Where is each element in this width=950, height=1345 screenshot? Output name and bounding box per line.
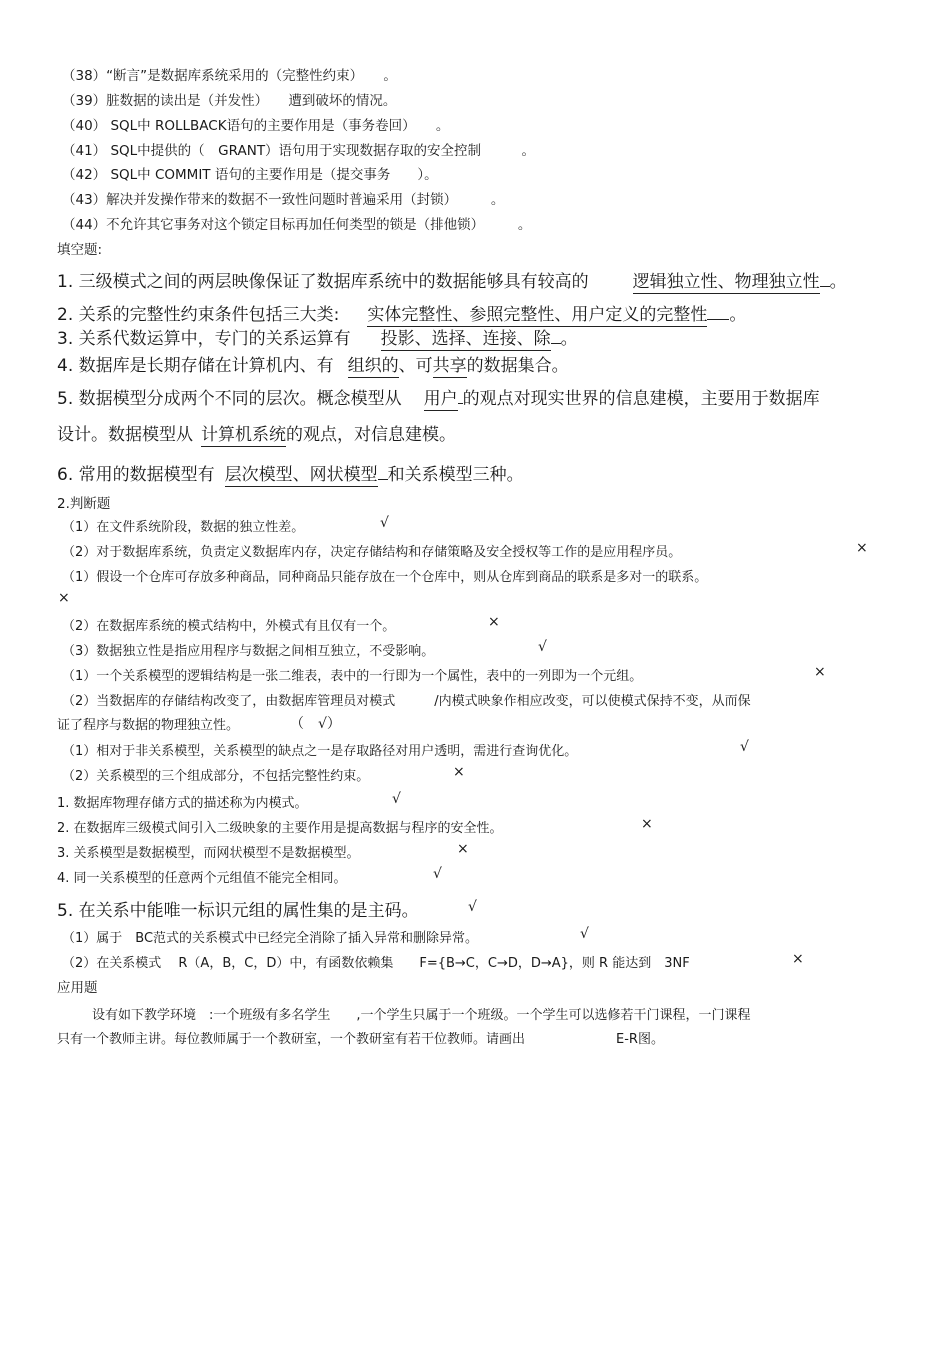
fill-q5a-end: 的观点对现实世界的信息建模，主要用于数据库 bbox=[462, 389, 820, 409]
judge-mark: √ bbox=[580, 926, 589, 942]
judge-mark: × bbox=[792, 951, 804, 967]
judge-mark: × bbox=[856, 540, 868, 556]
app-heading: 应用题 bbox=[57, 980, 98, 996]
judge-mark: × bbox=[641, 816, 653, 832]
judge-item: （1）属于 BC范式的关系模式中已经完全消除了插入异常和删除异常。 bbox=[62, 931, 479, 946]
mc-answer-40: （40） SQL中 ROLLBACK语句的主要作用是（事务卷回） 。 bbox=[62, 118, 450, 134]
mc-answer-43: （43）解决并发操作带来的数据不一致性问题时普遍采用（封锁） 。 bbox=[62, 192, 505, 208]
fill-question-5a bbox=[57, 384, 820, 411]
fill-q1-end: 。 bbox=[829, 272, 847, 292]
judge-item: 1. 数据库物理存储方式的描述称为内模式。 bbox=[57, 796, 308, 811]
judge-mark: √ bbox=[433, 866, 442, 882]
mc-answer-41: （41） SQL中提供的（ GRANT）语句用于实现数据存取的安全控制 。 bbox=[62, 143, 536, 159]
fill-q1-answer: 逻辑独立性、物理独立性 bbox=[632, 272, 820, 292]
fill-q4-mid: 、可 bbox=[398, 356, 433, 376]
judge-mark: （ √） bbox=[290, 716, 341, 732]
judge-mark: × bbox=[457, 841, 469, 857]
fill-q3-text: 3. 关系代数运算中，专门的关系运算有 bbox=[57, 329, 351, 349]
fill-q5b-text: 设计。数据模型从 bbox=[57, 425, 193, 445]
judge-item: （2）在关系模式 R（A，B，C，D）中，有函数依赖集 F={B→C，C→D，D→A}，则 R 能达到 3NF bbox=[62, 956, 690, 971]
fill-q2-text: 2. 关系的完整性约束条件包括三大类: bbox=[57, 305, 340, 325]
fill-q6-end: 和关系模型三种。 bbox=[387, 465, 524, 485]
judge-item: （3）数据独立性是指应用程序与数据之间相互独立，不受影响。 bbox=[62, 644, 435, 659]
judge-mark: √ bbox=[380, 515, 389, 531]
judge-mark: √ bbox=[468, 899, 477, 915]
fill-q3-answer: 投影、选择、连接、除 bbox=[380, 329, 551, 349]
fill-q5-answer-1: 用户 bbox=[423, 389, 458, 409]
judge-item: 4. 同一关系模型的任意两个元组值不能完全相同。 bbox=[57, 871, 347, 886]
app-question-line-1: 设有如下教学环境 :一个班级有多名学生 ,一个学生只属于一个班级。一个学生可以选修若干门课程，一门课程 bbox=[92, 1008, 751, 1023]
judge-item: （2）对于数据库系统，负责定义数据库内存，决定存储结构和存储策略及安全授权等工作的是应用程序员。 bbox=[62, 545, 682, 560]
fill-q4-answer-1: 组织的 bbox=[347, 356, 399, 376]
fill-q4-end: 的数据集合。 bbox=[466, 356, 569, 376]
fill-q5-answer-2: 计算机系统 bbox=[201, 425, 286, 445]
judge-item: （2）在数据库系统的模式结构中，外模式有且仅有一个。 bbox=[62, 619, 396, 634]
judge-mark: √ bbox=[392, 791, 401, 807]
fill-question-6 bbox=[57, 460, 524, 487]
fill-q5b-end: 的观点，对信息建模。 bbox=[286, 425, 456, 445]
judge-mark: √ bbox=[538, 639, 547, 655]
judge-mark: × bbox=[58, 590, 70, 606]
judge-mark: × bbox=[488, 614, 500, 630]
fill-q5a-text: 5. 数据模型分成两个不同的层次。概念模型从 bbox=[57, 389, 402, 409]
judge-mark: × bbox=[453, 764, 465, 780]
judge-item: 2. 在数据库三级模式间引入二级映象的主要作用是提高数据与程序的安全性。 bbox=[57, 821, 503, 836]
mc-answer-42: （42） SQL中 COMMIT 语句的主要作用是（提交事务 ）。 bbox=[62, 167, 438, 183]
judge-item: （1）假设一个仓库可存放多种商品，同种商品只能存放在一个仓库中，则从仓库到商品的联系是多对一的联系。 bbox=[62, 570, 708, 585]
fill-q6-answer: 层次模型、网状模型 bbox=[224, 465, 378, 485]
fill-q2-answer: 实体完整性、参照完整性、用户定义的完整性 bbox=[367, 305, 708, 325]
fill-heading: 填空题: bbox=[57, 242, 103, 258]
fill-q6-text: 6. 常用的数据模型有 bbox=[57, 465, 215, 485]
fill-q4-text: 4. 数据库是长期存储在计算机内、有 bbox=[57, 356, 334, 376]
fill-q2-end: 。 bbox=[729, 305, 747, 325]
judge-item: （1）相对于非关系模型，关系模型的缺点之一是存取路径对用户透明，需进行查询优化。 bbox=[62, 744, 578, 759]
app-question-line-2: 只有一个教师主讲。每位教师属于一个教研室，一个教研室有若干位教师。请画出 E-R图。 bbox=[57, 1032, 664, 1047]
fill-question-2 bbox=[57, 300, 746, 327]
mc-answer-39: （39）脏数据的读出是（并发性） 遭到破坏的情况。 bbox=[62, 93, 397, 109]
judge-item: 5. 在关系中能唯一标识元组的属性集的是主码。 bbox=[57, 901, 419, 921]
judge-item: 证了程序与数据的物理独立性。 bbox=[57, 718, 240, 733]
judge-item: （1）一个关系模型的逻辑结构是一张二维表，表中的一行即为一个属性，表中的一列即为一个元组。 bbox=[62, 669, 643, 684]
fill-question-3 bbox=[57, 324, 578, 351]
fill-q4-answer-2: 共享 bbox=[432, 356, 467, 376]
judge-mark: √ bbox=[740, 739, 749, 755]
mc-answer-38: （38）“断言”是数据库系统采用的（完整性约束） 。 bbox=[62, 68, 397, 84]
fill-q3-end: 。 bbox=[560, 329, 578, 349]
judge-item: （1）在文件系统阶段，数据的独立性差。 bbox=[62, 520, 305, 535]
fill-question-1 bbox=[57, 267, 847, 294]
fill-q1-text: 1. 三级模式之间的两层映像保证了数据库系统中的数据能够具有较高的 bbox=[57, 272, 589, 292]
judge-mark: × bbox=[814, 664, 826, 680]
judge-item: （2）当数据库的存储结构改变了，由数据库管理员对模式 /内模式映象作相应改变，可以使模式保持不变，从而保 bbox=[62, 694, 751, 709]
judge-heading: 2.判断题 bbox=[57, 496, 111, 512]
judge-item: 3. 关系模型是数据模型，而网状模型不是数据模型。 bbox=[57, 846, 360, 861]
judge-item: （2）关系模型的三个组成部分，不包括完整性约束。 bbox=[62, 769, 370, 784]
fill-question-5b bbox=[57, 420, 456, 447]
fill-question-4 bbox=[57, 351, 569, 378]
mc-answer-44: （44）不允许其它事务对这个锁定目标再加任何类型的锁是（排他锁） 。 bbox=[62, 217, 532, 233]
